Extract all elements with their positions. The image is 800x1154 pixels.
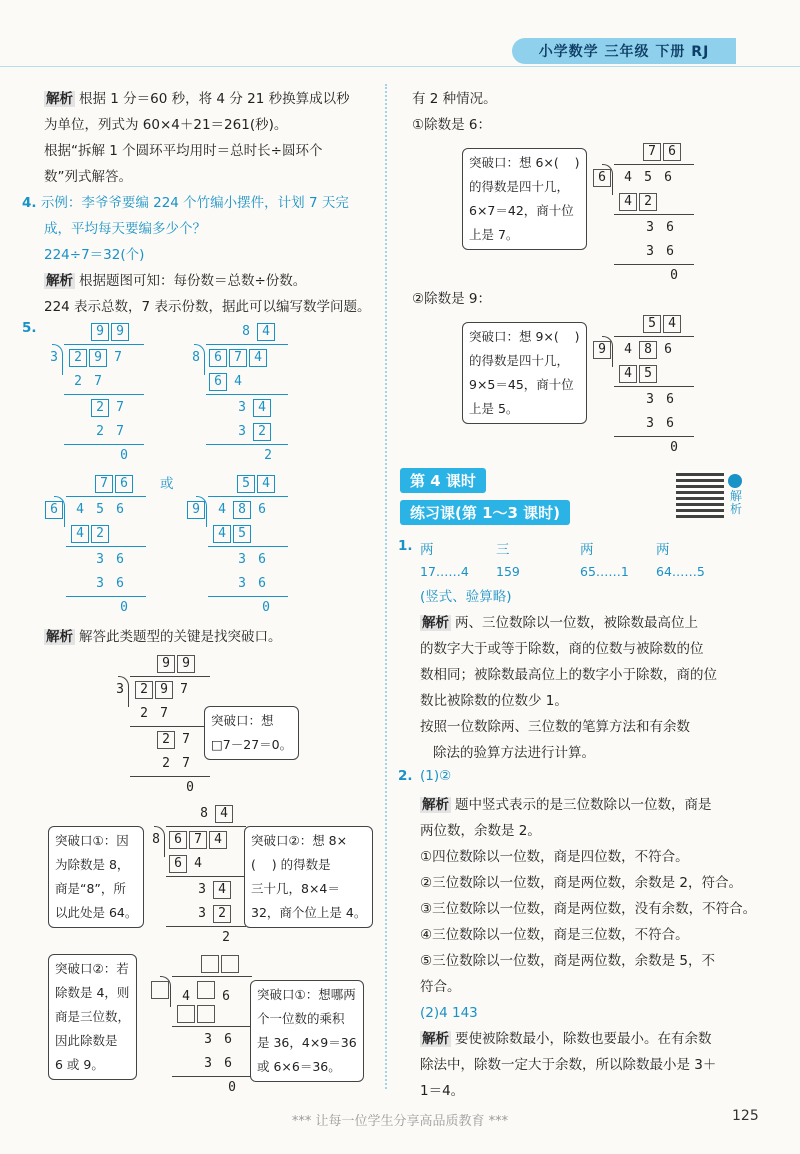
text-line: 224 表示总数，7 表示份数，据此可以编写数学问题。 [44, 299, 371, 315]
answer: (2)4 143 [420, 1005, 478, 1021]
text-line: 数比被除数的位数少 1。 [420, 693, 568, 709]
division-486-by-9-analysis: 5 4 9 4 8 6 4 5 3 6 3 6 0 [592, 314, 702, 454]
answer: 64……5 [656, 564, 705, 579]
hint-box: 突破口：想 9×( ) 的得数是四十几， 9×5＝45，商十位 上是 5。 [462, 322, 587, 424]
column-divider [385, 84, 387, 1089]
analysis-tag: 解析 [46, 91, 73, 107]
hint-box: 突破口①：想哪两 个一位数的乘积 是 36，4×9＝36 或 6×6＝36。 [250, 980, 364, 1082]
answer: (1)② [420, 768, 452, 784]
question-text: 示例：李爷爷要编 224 个竹编小摆件，计划 7 天完 [40, 195, 349, 211]
text-line: 根据题图可知：每份数＝总数÷份数。 [79, 273, 307, 289]
analysis-division-674: 8 4 8 6 7 4 6 4 3 4 3 2 2 [146, 802, 256, 942]
qr-code-icon[interactable] [676, 470, 724, 518]
question-number: 1. [398, 538, 413, 554]
text-line: 数”列式解答。 [44, 169, 132, 185]
header-rule [0, 66, 800, 67]
text-line: 有 2 种情况。 [412, 91, 497, 107]
text-line: 数相同；被除数最高位上的数字小于除数，商的位 [420, 667, 717, 683]
left-column [44, 86, 374, 190]
answer: 三 [496, 542, 510, 558]
division-674-by-8: 8 4 8 6 7 4 6 4 3 4 3 2 2 [186, 320, 296, 460]
page-number: 125 [732, 1108, 759, 1124]
text-line: 为单位，列式为 60×4＋21＝261(秒)。 [44, 117, 288, 133]
text-line: ①四位数除以一位数，商是四位数，不符合。 [420, 849, 689, 865]
text-line: ⑤三位数除以一位数，商是两位数，余数是 5，不 [420, 953, 715, 969]
question-text: 成，平均每天要编多少个？ [44, 221, 206, 237]
answer: 224÷7＝32(个) [44, 247, 145, 263]
text-line: 两、三位数除以一位数，被除数最高位上 [455, 615, 698, 631]
lesson-number: 第 4 课时 [400, 468, 486, 493]
analysis-tag: 解析 [46, 629, 73, 645]
analysis-tag: 解析 [46, 273, 73, 289]
answer: 两 [656, 542, 670, 558]
hint-box: 突破口②：若 除数是 4，则 商是三位数， 因此除数是 6 或 9。 [48, 954, 137, 1080]
answer: 两 [420, 542, 434, 558]
question-number: 5. [22, 320, 37, 336]
analysis-division-unknown: 4 6 3 6 3 6 0 [150, 952, 260, 1092]
text-line: 解答此类题型的关键是找突破口。 [79, 629, 282, 645]
text-line: ②三位数除以一位数，商是两位数，余数是 2，符合。 [420, 875, 742, 891]
question-number: 2. [398, 768, 413, 784]
q2-analysis [420, 792, 760, 1104]
answer: 65……1 [580, 564, 629, 579]
case-2 [412, 286, 491, 312]
division-456-by-6-analysis: 7 6 6 4 5 6 4 2 3 6 3 6 0 [592, 142, 702, 282]
book-header: 小学数学 三年级 下册 RJ [512, 38, 736, 64]
hint-box: 突破口：想 6×( ) 的得数是四十几， 6×7＝42，商十位 上是 7。 [462, 148, 587, 250]
note-text: (竖式、验算略) [420, 589, 512, 605]
q1-analysis [420, 584, 760, 766]
or-label: 或 [160, 476, 174, 492]
text-line: 根据 1 分＝60 秒，将 4 分 21 秒换算成以秒 [79, 91, 350, 107]
question-number: 4. [22, 195, 37, 211]
text-line: ①除数是 6： [412, 117, 491, 133]
lesson-title: 练习课(第 1～3 课时) [400, 500, 570, 525]
analysis-tag: 解析 [422, 797, 449, 813]
answer: 17……4 [420, 564, 469, 579]
q5-analysis [44, 624, 282, 650]
hint-box: 突破口②：想 8× ( ) 的得数是 三十几，8×4＝ 32，商个位上是 4。 [244, 826, 373, 928]
text-line: 1＝4。 [420, 1083, 465, 1099]
text-line: 除法的验算方法进行计算。 [433, 745, 595, 761]
division-456-by-6: 7 6 6 4 5 6 4 2 3 6 3 6 0 [44, 472, 164, 622]
footer-slogan: *** 让每一位学生分享高品质教育 *** [291, 1114, 509, 1129]
qr-label: 解析 [730, 489, 743, 516]
text-line: 按照一位数除两、三位数的笔算方法和有余数 [420, 719, 690, 735]
answer: 两 [580, 542, 594, 558]
text-line: 的数字大于或等于除数，商的位数与被除数的位 [420, 641, 704, 657]
text-line: 两位数，余数是 2。 [420, 823, 541, 839]
hint-box: 突破口①：因 为除数是 8， 商是“8”，所 以此处是 64。 [48, 826, 144, 928]
text-line: ③三位数除以一位数，商是两位数，没有余数，不符合。 [420, 901, 757, 917]
question-4 [22, 190, 372, 320]
text-line: 要使被除数最小，除数也要最小。在有余数 [455, 1031, 712, 1047]
hint-box: 突破口：想 □7－27＝0。 [204, 706, 299, 760]
text-line: 根据“拆解 1 个圆环平均用时＝总时长÷圆环个 [44, 143, 323, 159]
answer: 159 [496, 564, 520, 579]
analysis-division-297: 9 9 3 2 9 7 2 7 2 7 2 7 0 [110, 652, 220, 792]
division-486-by-9: 5 4 9 4 8 6 4 5 3 6 3 6 0 [186, 472, 306, 622]
text-line: ④三位数除以一位数，商是三位数，不符合。 [420, 927, 689, 943]
text-line: 符合。 [420, 979, 461, 995]
text-line: 除法中，除数一定大于余数，所以除数最小是 3＋ [420, 1057, 717, 1073]
division-297-by-3: 9 9 3 2 9 7 2 7 2 7 2 7 0 [44, 320, 154, 460]
analysis-tag: 解析 [422, 615, 449, 631]
play-icon [728, 474, 742, 488]
right-intro [412, 86, 497, 138]
text-line: ②除数是 9： [412, 291, 491, 307]
analysis-tag: 解析 [422, 1031, 449, 1047]
text-line: 题中竖式表示的是三位数除以一位数，商是 [455, 797, 712, 813]
